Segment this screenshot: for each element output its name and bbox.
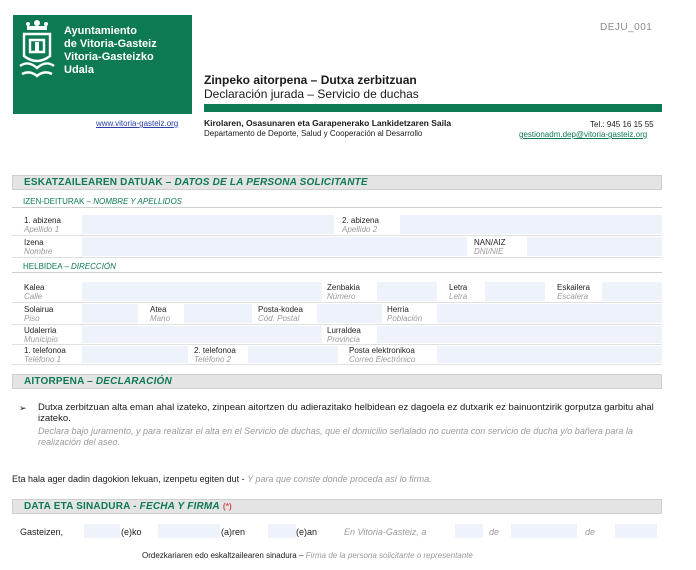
- town-input[interactable]: [437, 304, 662, 323]
- declaration-text-eu: Dutxa zerbitzuan alta eman ahal izateko, zinpean aitortzen du adierazitako helbidean ez dagoela ez dutxarik ez bainuontzirik gorputza garbitu ahal izateko.: [38, 402, 654, 424]
- subheader-es: DIRECCIÓN: [71, 262, 116, 271]
- signature-label-eu: Ordezkariaren edo eskaltzailearen sinadura –: [142, 551, 306, 560]
- sign-statement: [12, 474, 432, 484]
- label-number: Zenbakia Número: [327, 283, 360, 301]
- date-de1-label: de: [489, 527, 500, 537]
- document-code: DEJU_001: [600, 22, 653, 33]
- date-ko-label: (e)ko: [121, 527, 142, 537]
- subheader-eu: HELBIDEA –: [23, 262, 72, 271]
- row-municipality: [12, 325, 662, 345]
- name-input[interactable]: [82, 237, 467, 256]
- email-link[interactable]: gestionadm.dep@vitoria-gasteiz.org: [519, 130, 648, 139]
- stair-input[interactable]: [602, 282, 662, 301]
- date-an-label: (e)an: [296, 527, 318, 537]
- form-subtitle: Declaración jurada – Servicio de duchas: [204, 87, 419, 101]
- row-contact: [12, 345, 662, 365]
- section-title-eu: ESKATZAILEAREN DATUAK –: [24, 177, 175, 188]
- coat-of-arms-icon: [16, 16, 58, 84]
- label-email: Posta elektronikoa Correo Electrónico: [349, 346, 416, 364]
- street-input[interactable]: [82, 282, 322, 301]
- year-es-input[interactable]: [615, 524, 657, 538]
- label-name: Izena Nombre: [24, 238, 53, 256]
- label-stair: Eskailera Escalera: [557, 283, 590, 301]
- label-floor: Solairua Piso: [24, 305, 54, 323]
- day-input[interactable]: [268, 524, 296, 538]
- label-surname1: 1. abizena Apellido 1: [24, 216, 61, 234]
- row-street: [12, 281, 662, 303]
- section-title-eu: DATA ETA SINADURA -: [24, 501, 140, 512]
- logo-line-1: Ayuntamiento: [64, 25, 137, 37]
- phone-number: Tel.: 945 16 15 55: [590, 120, 654, 129]
- postcode-input[interactable]: [317, 304, 382, 323]
- section-declaration-header: [12, 374, 662, 389]
- phone1-input[interactable]: [82, 346, 188, 363]
- declaration-text-es: Declara bajo juramento, y para realizar el alta en el Servicio de duchas, que el domicilio señalado no cuenta con servicio de ducha y/o bañera para la realización del aseo.: [38, 426, 633, 447]
- bullet-arrow-icon: ➢: [19, 403, 27, 413]
- email-input[interactable]: [437, 346, 662, 363]
- logo-text: [64, 25, 157, 77]
- surname1-input[interactable]: [82, 215, 334, 234]
- province-input[interactable]: [377, 326, 662, 343]
- row-floor: [12, 303, 662, 325]
- label-phone2: 2. telefonoa Teléfono 2: [194, 346, 236, 364]
- phone2-input[interactable]: [248, 346, 338, 363]
- municipality-input[interactable]: [82, 326, 322, 343]
- label-province: Lurraldea Provincia: [327, 326, 361, 344]
- door-input[interactable]: [184, 304, 252, 323]
- department-es: Departamento de Deporte, Salud y Cooperación al Desarrollo: [204, 129, 423, 138]
- label-municipality: Udalerria Municipio: [24, 326, 58, 344]
- letter-input[interactable]: [485, 282, 545, 301]
- label-surname2: 2. abizena Apellido 2: [342, 216, 379, 234]
- surname2-input[interactable]: [400, 215, 662, 234]
- floor-input[interactable]: [82, 304, 138, 323]
- sign-statement-eu: Eta hala ager dadin dagokion lekuan, izenpetu egiten dut -: [12, 474, 248, 484]
- title-divider: [204, 104, 662, 112]
- label-phone1: 1. telefonoa Teléfono 1: [24, 346, 66, 364]
- label-postcode: Posta-kodea Cód. Postal: [258, 305, 303, 323]
- form-title: Zinpeko aitorpena – Dutxa zerbitzuan: [204, 73, 417, 87]
- section-title-es: DECLARACIÓN: [95, 376, 172, 387]
- id-input[interactable]: [527, 237, 662, 256]
- row-name: [12, 236, 662, 258]
- month-input[interactable]: [158, 524, 220, 538]
- label-letter: Letra Letra: [449, 283, 468, 301]
- address-subheader: [12, 262, 662, 273]
- date-aren-label: (a)ren: [221, 527, 246, 537]
- department-eu: Kirolaren, Osasunaren eta Garapenerako Lankidetzaren Saila: [204, 118, 452, 128]
- row-surnames: [12, 214, 662, 236]
- number-input[interactable]: [377, 282, 437, 301]
- subheader-eu: IZEN-DEITURAK –: [23, 197, 94, 206]
- section-applicant-header: [12, 175, 662, 190]
- label-id: NAN/AIZ DNI/NIE: [474, 238, 506, 256]
- section-title-eu: AITORPENA –: [24, 376, 96, 387]
- sign-statement-es: Y para que conste donde proceda así lo firma.: [247, 474, 432, 484]
- signature-label-es: Firma de la persona solicitante o representante: [305, 551, 473, 560]
- date-place-es: En Vitoria-Gasteiz, a: [344, 527, 427, 537]
- label-door: Atea Mano: [150, 305, 171, 323]
- section-title-es: FECHA Y FIRMA: [139, 501, 220, 512]
- section-date-header: [12, 499, 662, 514]
- date-place-eu: Gasteizen,: [20, 527, 64, 537]
- subheader-es: NOMBRE Y APELLIDOS: [93, 197, 183, 206]
- website-link[interactable]: www.vitoria-gasteiz.org: [96, 119, 179, 128]
- required-marker: (*): [222, 502, 232, 511]
- signature-label: [142, 551, 473, 560]
- date-de2-label: de: [585, 527, 596, 537]
- year-input[interactable]: [84, 524, 120, 538]
- section-title-es: DATOS DE LA PERSONA SOLICITANTE: [174, 177, 368, 188]
- label-town: Herria Población: [387, 305, 423, 323]
- logo-line-4: Udala: [64, 64, 94, 76]
- label-street: Kalea Calle: [24, 283, 45, 301]
- month-es-input[interactable]: [511, 524, 577, 538]
- name-subheader: [12, 197, 662, 208]
- day-es-input[interactable]: [455, 524, 483, 538]
- logo-line-2: de Vitoria-Gasteiz: [64, 38, 157, 50]
- logo-line-3: Vitoria-Gasteizko: [64, 51, 154, 63]
